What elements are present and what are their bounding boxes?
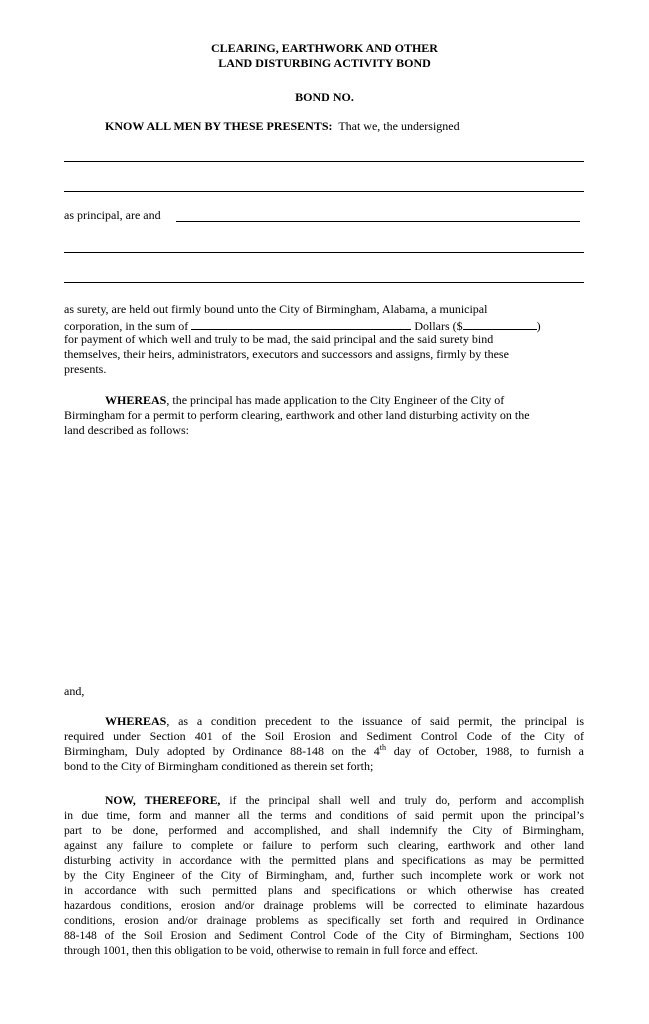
whereas2-sup: th	[379, 743, 387, 752]
now-therefore-line-4: against any failure to complete or failure to perform such clearing, earthwork and other land	[64, 839, 584, 852]
document-title-line2: LAND DISTURBING ACTIVITY BOND	[218, 56, 431, 70]
surety-blank-line-1[interactable]	[64, 252, 584, 253]
now-therefore-line-7: in accordance with such permitted plans and specifications or which otherwise has created	[64, 884, 584, 897]
whereas2-line-2: required under Section 401 of the Soil Erosion and Sediment Control Code of the City of	[64, 729, 584, 743]
surety-name-blank[interactable]	[176, 221, 580, 222]
intro-bold: KNOW ALL MEN BY THESE PRESENTS:	[105, 119, 333, 133]
principal-blank-line-2[interactable]	[64, 191, 584, 192]
intro-text: That we, the undersigned	[338, 119, 460, 133]
now-therefore-line-5: disturbing activity in accordance with the permitted plans and specifications as may be permitted	[64, 854, 584, 867]
surety-dollars-label: Dollars ($	[414, 319, 463, 333]
now-therefore-line-2: in due time, form and manner all the terms and conditions of said permit upon the principal’s	[64, 809, 584, 822]
now-therefore-line-3: part to be done, performed and accomplished, and shall indemnify the City of Birmingham,	[64, 824, 584, 837]
now-therefore-line-1	[64, 793, 584, 808]
sum-numeric-blank[interactable]	[463, 317, 537, 330]
and-label: and,	[64, 684, 85, 698]
intro-line	[105, 119, 460, 134]
now-therefore-line-6: by the City Engineer of the City of Birmingham, and, further such incomplete work or work not	[64, 869, 584, 882]
whereas2-text-3b: day of October, 1988, to furnish a	[386, 744, 584, 758]
now-therefore-bold: NOW, THEREFORE,	[105, 794, 221, 807]
whereas1-line-2: Birmingham for a permit to perform clearing, earthwork and other land disturbing activity on the	[64, 408, 530, 422]
document-title-line1: CLEARING, EARTHWORK AND OTHER	[211, 41, 438, 55]
now-therefore-line-8: hazardous conditions, erosion and/or drainage problems will be corrected to eliminate hazardous	[64, 899, 584, 912]
whereas2-line-4: bond to the City of Birmingham conditioned as therein set forth;	[64, 759, 374, 773]
now-therefore-line-11: through 1001, then this obligation to be void, otherwise to remain in full force and effect.	[64, 944, 478, 957]
whereas2-text-1: , as a condition precedent to the issuance of said permit, the principal is	[166, 714, 584, 728]
surety-line-5: presents.	[64, 362, 107, 376]
now-therefore-line-9: conditions, erosion and/or drainage problems as specifically set forth and required in Ordinance	[64, 914, 584, 927]
whereas2-line-3	[64, 744, 584, 759]
whereas2-line-1	[64, 714, 584, 729]
bond-number-label: BOND NO.	[295, 90, 354, 104]
surety-line-4: themselves, their heirs, administrators, executors and successors and assigns, firmly by these	[64, 347, 509, 361]
surety-line-3: for payment of which well and truly to be mad, the said principal and the said surety bind	[64, 332, 494, 346]
sum-written-blank[interactable]	[191, 317, 411, 330]
whereas1-bold: WHEREAS	[105, 393, 167, 407]
principal-blank-line-1[interactable]	[64, 161, 584, 162]
now-therefore-line-10: 88-148 of the Soil Erosion and Sediment Control Code of the City of Birmingham, Sections 100	[64, 929, 584, 942]
whereas2-text-3a: Birmingham, Duly adopted by Ordinance 88-148 on the 4	[64, 744, 380, 758]
surety-sum-prefix: corporation, in the sum of	[64, 319, 189, 333]
surety-blank-line-2[interactable]	[64, 282, 584, 283]
whereas1-text-1: , the principal has made application to the City Engineer of the City of	[166, 393, 505, 407]
land-description-area[interactable]	[64, 445, 584, 675]
surety-dollars-close: )	[536, 319, 541, 333]
whereas1-line-3: land described as follows:	[64, 423, 189, 437]
whereas1-line-1	[105, 393, 504, 408]
now-therefore-text-1: if the principal shall well and truly do, perform and accomplish	[220, 794, 585, 807]
whereas2-bold: WHEREAS	[105, 714, 167, 728]
whereas2-paragraph	[64, 714, 584, 774]
principal-label: as principal, are and	[64, 208, 161, 222]
surety-line-1: as surety, are held out firmly bound unto the City of Birmingham, Alabama, a municipal	[64, 302, 488, 316]
now-therefore-paragraph	[64, 793, 584, 958]
